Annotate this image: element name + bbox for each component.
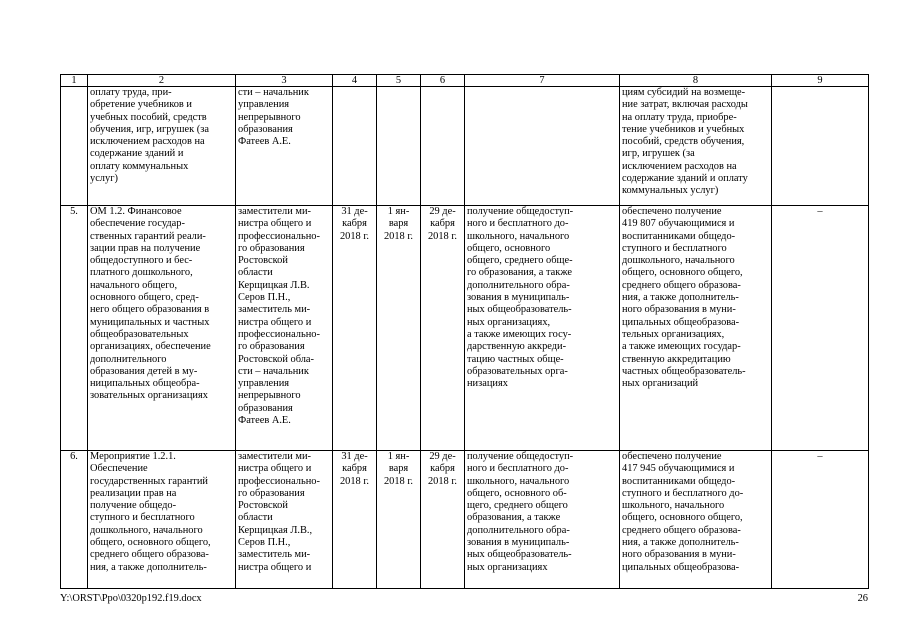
responsible-cell (236, 87, 333, 206)
end-date: 29 де- кабря 2018 г. (427, 206, 458, 242)
responsible-person: сти – начальник управления непрерывного образования Фатеев А.Е. (238, 87, 309, 148)
start-date-cell (377, 451, 421, 589)
actual-result: циям субсидий на возмеще- ние затрат, включая расходы на оплату труда, приобре- тение учебников и учебных пособий, средств обучения, игр, игрушек (за исключением расходов на содержание зданий и оплату коммунальных услуг) (622, 87, 748, 197)
actual-result-cell (620, 451, 772, 589)
actual-result-cell (620, 87, 772, 206)
responsible-person: заместители ми- нистра общего и профессионально- го образования Ростовской области Керщицкая Л.В. Серов П.Н., заместитель ми- нистра общего и профессионально- го образования Ростовской обла- сти – начальник управления непрерывного образования Фатеев А.Е. (238, 206, 320, 427)
planned-result-cell (465, 206, 620, 451)
column-number: 9 (772, 75, 869, 87)
planned-date-cell (333, 87, 377, 206)
responsible-person: заместители ми- нистра общего и профессионально- го образования Ростовской области Керщицкая Л.В., Серов П.Н., заместитель ми- нистра общего и (238, 451, 320, 573)
planned-result-cell (465, 87, 620, 206)
actual-result: обеспечено получение 419 807 обучающимися и воспитанниками общедо- ступного и бесплатного дошкольного, начального общего, основного общего, среднего общего образова- ния, а также дополнитель- ного образования в муни- ципальных общеобразова- тельных организациях, а также имеющих государ- ственную аккредитацию частных общеобразователь- ных организаций (622, 206, 746, 390)
planned-date-cell (333, 451, 377, 589)
file-path: Y:\ORST\Ppo\0320p192.f19.docx (60, 593, 202, 604)
table-row (61, 87, 869, 206)
measure-name-cell (88, 206, 236, 451)
planned-result-cell (465, 451, 620, 589)
planned-date: 31 де- кабря 2018 г. (339, 451, 370, 487)
start-date: 1 ян- варя 2018 г. (383, 206, 414, 242)
responsible-cell (236, 451, 333, 589)
column-number: 2 (88, 75, 236, 87)
note-cell (772, 87, 869, 206)
page-number: 26 (857, 593, 868, 604)
start-date-cell (377, 206, 421, 451)
row-number (61, 87, 88, 206)
column-number: 8 (620, 75, 772, 87)
column-number: 6 (421, 75, 465, 87)
column-number: 4 (333, 75, 377, 87)
planned-result: получение общедоступ- ного и бесплатного до- школьного, начального общего, основного об- щего, среднего общего образования, а также дополнительного обра- зования в муниципаль- ных общеобразователь- ных организациях (467, 451, 574, 573)
table-row (61, 451, 869, 589)
actual-result-cell (620, 206, 772, 451)
planned-date: 31 де- кабря 2018 г. (339, 206, 370, 242)
start-date-cell (377, 87, 421, 206)
column-number-row (61, 75, 869, 87)
note-cell (772, 206, 869, 451)
measure-name: Мероприятие 1.2.1. Обеспечение государственных гарантий реализации прав на получение общедо- ступного и бесплатного дошкольного, начального общего, основного общего, среднего общего образова- ния, а также дополнитель- (90, 451, 211, 573)
measures-table (60, 74, 869, 589)
planned-date-cell (333, 206, 377, 451)
measure-name: оплату труда, при- обретение учебников и учебных пособий, средств обучения, игр, игрушек (за исключением расходов на содержание зданий и оплату коммунальных услуг) (90, 87, 209, 185)
column-number: 1 (61, 75, 88, 87)
column-number: 3 (236, 75, 333, 87)
measure-name-cell (88, 451, 236, 589)
column-number: 5 (377, 75, 421, 87)
planned-result: получение общедоступ- ного и бесплатного до- школьного, начального общего, основного общего, среднего обще- го образования, а также дополнительного обра- зования в муниципаль- ных общеобразователь- ных организациях, а также имеющих госу- дарственную аккреди- тацию частных обще- образовательных орга- низациях (467, 206, 574, 390)
start-date: 1 ян- варя 2018 г. (383, 451, 414, 487)
actual-result: обеспечено получение 417 945 обучающимися и воспитанниками общедо- ступного и бесплатного до- школьного, начального общего, основного общего, среднего общего образова- ния, а также дополнитель- ного образования в муни- ципальных общеобразова- (622, 451, 744, 573)
row-number: 5. (61, 206, 88, 451)
table-row (61, 206, 869, 451)
column-number: 7 (465, 75, 620, 87)
end-date: 29 де- кабря 2018 г. (427, 451, 458, 487)
measure-name-cell (88, 87, 236, 206)
end-date-cell (421, 206, 465, 451)
row-number: 6. (61, 451, 88, 589)
note-cell (772, 451, 869, 589)
end-date-cell (421, 451, 465, 589)
note: – (817, 451, 823, 462)
responsible-cell (236, 206, 333, 451)
measure-name: ОМ 1.2. Финансовое обеспечение государ- ственных гарантий реали- зации прав на получение общедоступного и бес- платного дошкольного, начального общего, основного общего, сред- него общего образования в муниципальных и частных общеобразовательных организациях, обеспечение дополнительного образования детей в му- ниципальных общеобра- зовательных организациях (90, 206, 211, 402)
end-date-cell (421, 87, 465, 206)
note: – (817, 206, 823, 217)
